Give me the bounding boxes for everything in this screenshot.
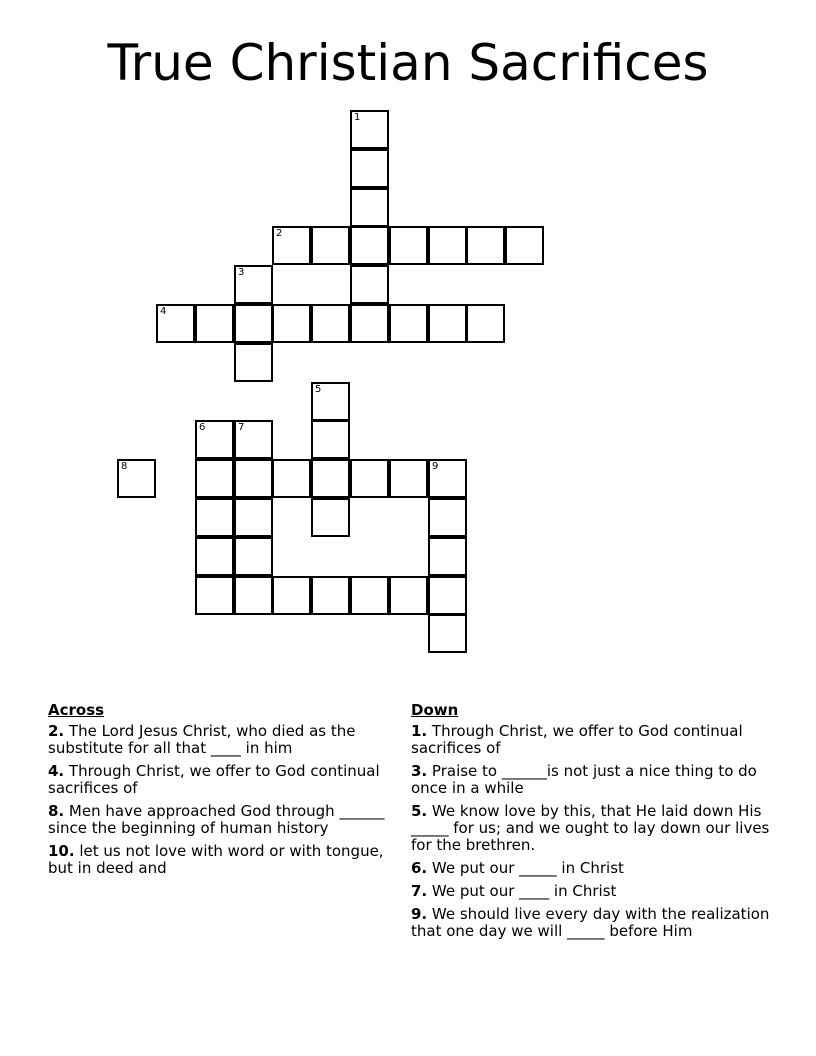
- grid-cell[interactable]: [350, 576, 389, 615]
- clue-text: Through Christ, we offer to God continual sacrifices of: [411, 722, 743, 757]
- grid-cell[interactable]: [505, 226, 544, 265]
- clue-number: 2.: [48, 722, 65, 740]
- clue-text: We know love by this, that He laid down His _____ for us; and we ought to lay down our lives for the brethren.: [411, 802, 770, 854]
- cell-number: 6: [199, 422, 206, 433]
- grid-cell[interactable]: [466, 304, 505, 343]
- cell-number: 1: [354, 112, 361, 123]
- grid-cell[interactable]: [389, 576, 428, 615]
- grid-cell-8[interactable]: [117, 459, 156, 498]
- across-clues: [48, 702, 408, 883]
- down-clues: [411, 702, 771, 946]
- clue-number: 4.: [48, 762, 65, 780]
- grid-cell[interactable]: [389, 226, 428, 265]
- grid-cell[interactable]: [350, 459, 389, 498]
- grid-cell[interactable]: [272, 459, 311, 498]
- grid-cell[interactable]: [234, 537, 273, 576]
- clue-text: let us not love with word or with tongue, but in deed and: [48, 842, 384, 877]
- clue-text: The Lord Jesus Christ, who died as the substitute for all that ____ in him: [48, 722, 356, 757]
- clue-text: We put our ____ in Christ: [431, 882, 617, 900]
- grid-cell[interactable]: [389, 459, 428, 498]
- grid-cell[interactable]: [311, 304, 350, 343]
- grid-cell[interactable]: [311, 420, 350, 459]
- grid-cell[interactable]: [350, 188, 389, 227]
- grid-cell[interactable]: [311, 459, 350, 498]
- grid-cell[interactable]: [195, 537, 234, 576]
- grid-cell[interactable]: [428, 304, 467, 343]
- cell-number: 2: [276, 228, 283, 239]
- grid-cell[interactable]: [234, 576, 273, 615]
- grid-cell-3[interactable]: [234, 265, 273, 304]
- grid-cell[interactable]: [466, 226, 505, 265]
- clue-down-1: [411, 723, 771, 757]
- clue-number: 7.: [411, 882, 428, 900]
- cell-number: 5: [315, 384, 322, 395]
- clue-number: 5.: [411, 802, 428, 820]
- clue-down-6: [411, 860, 771, 877]
- grid-cell[interactable]: [234, 343, 273, 382]
- clue-text: We should live every day with the realization that one day we will _____ before Him: [411, 905, 770, 940]
- down-heading: Down: [411, 701, 459, 719]
- clue-number: 9.: [411, 905, 428, 923]
- grid-cell[interactable]: [234, 498, 273, 537]
- clue-down-5: [411, 803, 771, 854]
- cell-number: 9: [432, 461, 439, 472]
- clue-number: 6.: [411, 859, 428, 877]
- clue-text: Men have approached God through ______ since the beginning of human history: [48, 802, 385, 837]
- grid-cell[interactable]: [195, 498, 234, 537]
- cell-number: 4: [160, 306, 167, 317]
- clue-text: Through Christ, we offer to God continual sacrifices of: [48, 762, 380, 797]
- clue-number: 3.: [411, 762, 428, 780]
- clue-down-3: [411, 763, 771, 797]
- clue-number: 10.: [48, 842, 75, 860]
- grid-cell[interactable]: [272, 304, 311, 343]
- cell-number: 8: [121, 461, 128, 472]
- clue-number: 8.: [48, 802, 65, 820]
- grid-cell-7[interactable]: [234, 420, 273, 459]
- clue-across-2: [48, 723, 408, 757]
- clue-across-4: [48, 763, 408, 797]
- clue-down-9: [411, 906, 771, 940]
- grid-cell[interactable]: [195, 304, 234, 343]
- grid-cell[interactable]: [428, 498, 467, 537]
- grid-cell[interactable]: [389, 304, 428, 343]
- clue-across-8: [48, 803, 408, 837]
- cell-number: 3: [238, 267, 245, 278]
- puzzle-title: True Christian Sacrifices: [107, 34, 709, 92]
- grid-cell[interactable]: [428, 537, 467, 576]
- grid-cell-4[interactable]: [156, 304, 195, 343]
- grid-cell[interactable]: [234, 304, 273, 343]
- grid-cell[interactable]: [272, 576, 311, 615]
- grid-cell-5[interactable]: [311, 382, 350, 421]
- grid-cell[interactable]: [195, 459, 234, 498]
- grid-cell-9[interactable]: [428, 459, 467, 498]
- grid-cell[interactable]: [350, 304, 389, 343]
- clue-down-7: [411, 883, 771, 900]
- grid-cell-1[interactable]: [350, 110, 389, 149]
- grid-cell[interactable]: [234, 459, 273, 498]
- across-heading: Across: [48, 701, 105, 719]
- grid-cell[interactable]: [195, 576, 234, 615]
- grid-cell-2[interactable]: [272, 226, 311, 265]
- clue-text: Praise to ______is not just a nice thing to do once in a while: [411, 762, 757, 797]
- grid-cell[interactable]: [350, 149, 389, 188]
- grid-cell[interactable]: [311, 576, 350, 615]
- grid-cell[interactable]: [428, 226, 467, 265]
- grid-cell[interactable]: [428, 614, 467, 653]
- clue-across-10: [48, 843, 408, 877]
- grid-cell[interactable]: [311, 498, 350, 537]
- grid-cell[interactable]: [350, 226, 389, 265]
- grid-cell[interactable]: [311, 226, 350, 265]
- grid-cell[interactable]: [350, 265, 389, 304]
- clue-number: 1.: [411, 722, 428, 740]
- clue-text: We put our _____ in Christ: [431, 859, 624, 877]
- grid-cell-6[interactable]: [195, 420, 234, 459]
- cell-number: 7: [238, 422, 245, 433]
- grid-cell[interactable]: [428, 576, 467, 615]
